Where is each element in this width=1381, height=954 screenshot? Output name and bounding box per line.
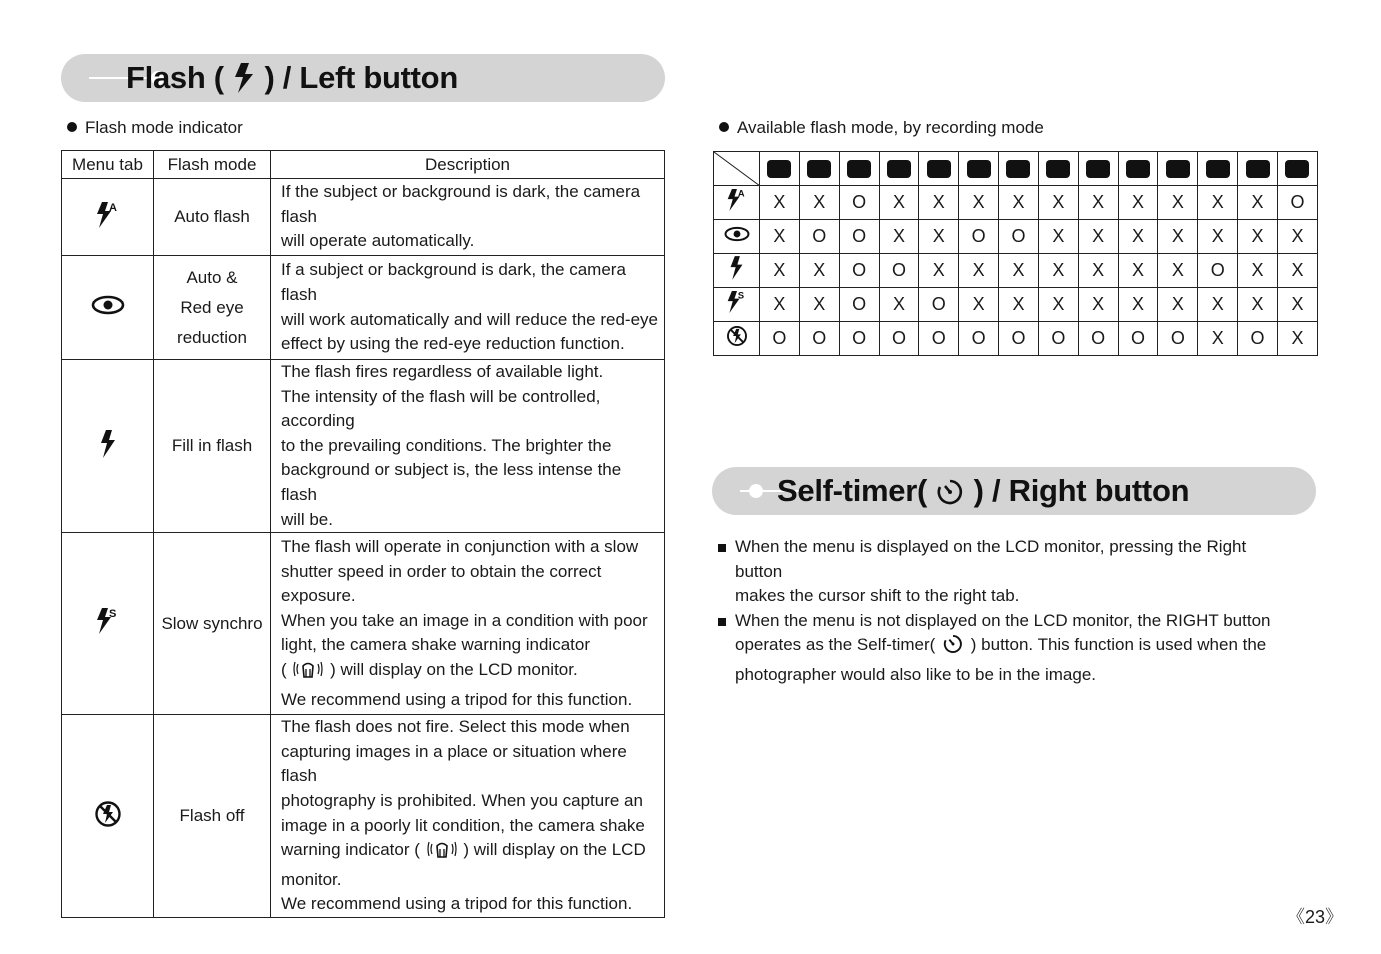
availability-cell: X bbox=[999, 288, 1039, 322]
mode-icons-row bbox=[714, 152, 1318, 186]
flash-bolt-icon bbox=[232, 60, 256, 95]
availability-cell: X bbox=[799, 288, 839, 322]
mode-description: If a subject or background is dark, the camera flash will work automatically and will reduce the red-eye effect by using the red-eye reduction function. bbox=[271, 256, 665, 360]
availability-cell: X bbox=[1038, 186, 1078, 220]
availability-row bbox=[714, 288, 1318, 322]
program-mode-icon bbox=[839, 152, 879, 186]
availability-cell: X bbox=[1118, 288, 1158, 322]
availability-row bbox=[714, 254, 1318, 288]
availability-cell: X bbox=[1118, 220, 1158, 254]
availability-cell: X bbox=[1078, 220, 1118, 254]
availability-cell: O bbox=[1038, 322, 1078, 356]
dawn-mode-icon bbox=[1198, 152, 1238, 186]
banner-dot-decoration bbox=[749, 484, 763, 498]
availability-cell: O bbox=[839, 186, 879, 220]
availability-cell: X bbox=[1078, 288, 1118, 322]
svg-text:A: A bbox=[737, 188, 745, 199]
availability-cell: X bbox=[1198, 186, 1238, 220]
availability-cell: O bbox=[999, 220, 1039, 254]
availability-cell: X bbox=[1238, 288, 1278, 322]
availability-cell: O bbox=[1078, 322, 1118, 356]
availability-cell: X bbox=[919, 220, 959, 254]
bullet-dot bbox=[719, 122, 729, 132]
availability-cell: O bbox=[919, 288, 959, 322]
bullet-square bbox=[718, 618, 726, 626]
availability-cell: X bbox=[1038, 254, 1078, 288]
camera-shake-icon bbox=[427, 838, 457, 868]
availability-cell: X bbox=[1158, 288, 1198, 322]
availability-cell: X bbox=[1277, 288, 1317, 322]
list-item: When the menu is not displayed on the LCD monitor, the RIGHT button operates as the Self-timer( ) button. This function is used when the photographer would also like to be in the image. bbox=[718, 609, 1298, 688]
manual-mode-icon bbox=[879, 152, 919, 186]
availability-cell: X bbox=[1118, 254, 1158, 288]
availability-cell: O bbox=[799, 220, 839, 254]
header-menu-tab: Menu tab bbox=[62, 151, 154, 179]
availability-cell: X bbox=[1277, 322, 1317, 356]
children-mode-icon bbox=[999, 152, 1039, 186]
availability-cell: O bbox=[1118, 322, 1158, 356]
table-row bbox=[62, 179, 665, 256]
mode-label: Auto flash bbox=[154, 179, 271, 256]
fireworks-mode-icon bbox=[1277, 152, 1317, 186]
flash-title-prefix: Flash ( bbox=[126, 60, 224, 95]
availability-cell: X bbox=[1238, 254, 1278, 288]
slow-synchro-icon bbox=[62, 533, 154, 715]
availability-heading-text: Available flash mode, by recording mode bbox=[737, 118, 1044, 137]
availability-cell: X bbox=[959, 186, 999, 220]
availability-cell: X bbox=[1158, 254, 1198, 288]
availability-cell: X bbox=[959, 254, 999, 288]
flash-off-icon bbox=[714, 322, 760, 356]
availability-cell: X bbox=[1198, 220, 1238, 254]
header-description: Description bbox=[271, 151, 665, 179]
header-flash-mode: Flash mode bbox=[154, 151, 271, 179]
red-eye-icon bbox=[714, 220, 760, 254]
mode-label: Flash off bbox=[154, 715, 271, 918]
availability-cell: X bbox=[1078, 186, 1118, 220]
availability-cell: X bbox=[1277, 254, 1317, 288]
availability-cell: O bbox=[1198, 254, 1238, 288]
flash-section-title bbox=[126, 60, 458, 96]
table-row bbox=[62, 256, 665, 360]
svg-text:S: S bbox=[737, 290, 744, 301]
mode-description: The flash does not fire. Select this mode when capturing images in a place or situation where flash photography is prohibited. When you capture an image in a poorly lit condition, the camera shake warning indicator ( ) will display on the LCD monitor. We recommend using a tripod for this function. bbox=[271, 715, 665, 918]
portrait-mode-icon bbox=[959, 152, 999, 186]
movie-mode-icon bbox=[760, 152, 800, 186]
self-timer-section-banner bbox=[712, 467, 1316, 515]
flash-indicator-heading bbox=[67, 118, 243, 138]
mode-description: The flash will operate in conjunction with a slow shutter speed in order to obtain the correct exposure. When you take an image in a condition with poor light, the camera shake warning indicator ( ) will display on the LCD monitor. We recommend using a tripod for this function. bbox=[271, 533, 665, 715]
availability-cell: O bbox=[839, 288, 879, 322]
availability-cell: X bbox=[1277, 220, 1317, 254]
mode-description: The flash fires regardless of available light. The intensity of the flash will be controlled, according to the prevailing conditions. The brighter the background or subject is, the less intense the flash will be. bbox=[271, 360, 665, 533]
availability-cell: X bbox=[879, 288, 919, 322]
availability-cell: O bbox=[879, 322, 919, 356]
table-row bbox=[62, 715, 665, 918]
availability-cell: X bbox=[1038, 288, 1078, 322]
availability-cell: X bbox=[1038, 220, 1078, 254]
availability-cell: O bbox=[760, 322, 800, 356]
availability-cell: X bbox=[919, 254, 959, 288]
availability-cell: X bbox=[919, 186, 959, 220]
flash-indicator-heading-text: Flash mode indicator bbox=[85, 118, 243, 137]
sunset-mode-icon bbox=[1158, 152, 1198, 186]
availability-cell: X bbox=[799, 186, 839, 220]
table-row bbox=[62, 360, 665, 533]
availability-cell: X bbox=[1158, 186, 1198, 220]
svg-text:S: S bbox=[108, 608, 116, 621]
mode-label: Slow synchro bbox=[154, 533, 271, 715]
slow-synchro-icon bbox=[714, 288, 760, 322]
availability-cell: O bbox=[959, 322, 999, 356]
availability-cell: O bbox=[1238, 322, 1278, 356]
availability-cell: X bbox=[1158, 220, 1198, 254]
availability-cell: X bbox=[1078, 254, 1118, 288]
availability-cell: X bbox=[1198, 288, 1238, 322]
auto-flash-icon bbox=[62, 179, 154, 256]
self-timer-icon bbox=[935, 473, 965, 508]
night-mode-icon bbox=[919, 152, 959, 186]
self-timer-icon bbox=[942, 633, 964, 663]
availability-cell: X bbox=[879, 220, 919, 254]
availability-cell: O bbox=[1277, 186, 1317, 220]
availability-cell: O bbox=[1158, 322, 1198, 356]
bullet-square bbox=[718, 544, 726, 552]
availability-cell: O bbox=[919, 322, 959, 356]
availability-row bbox=[714, 220, 1318, 254]
page-number: 《23》 bbox=[1287, 907, 1344, 927]
landscape-mode-icon bbox=[1038, 152, 1078, 186]
availability-cell: X bbox=[1238, 186, 1278, 220]
mode-label: Fill in flash bbox=[154, 360, 271, 533]
flash-mode-table bbox=[61, 150, 665, 918]
availability-cell: X bbox=[1238, 220, 1278, 254]
availability-cell: O bbox=[839, 322, 879, 356]
availability-cell: X bbox=[760, 186, 800, 220]
availability-cell: O bbox=[959, 220, 999, 254]
red-eye-icon bbox=[62, 256, 154, 360]
availability-cell: O bbox=[799, 322, 839, 356]
table-row bbox=[62, 533, 665, 715]
availability-cell: O bbox=[879, 254, 919, 288]
close-up-mode-icon bbox=[1078, 152, 1118, 186]
availability-cell: O bbox=[839, 220, 879, 254]
fill-flash-icon bbox=[62, 360, 154, 533]
availability-cell: X bbox=[1198, 322, 1238, 356]
availability-cell: X bbox=[879, 186, 919, 220]
backlight-mode-icon bbox=[1238, 152, 1278, 186]
auto-mode-icon bbox=[799, 152, 839, 186]
availability-cell: X bbox=[760, 288, 800, 322]
availability-cell: X bbox=[799, 254, 839, 288]
availability-cell: O bbox=[839, 254, 879, 288]
availability-cell: X bbox=[959, 288, 999, 322]
fill-flash-icon bbox=[714, 254, 760, 288]
flash-section-banner bbox=[61, 54, 665, 102]
mode-description: If the subject or background is dark, the camera flash will operate automatically. bbox=[271, 179, 665, 256]
availability-cell: X bbox=[1118, 186, 1158, 220]
availability-row bbox=[714, 322, 1318, 356]
flash-off-icon bbox=[62, 715, 154, 918]
mode-label: Auto & Red eye reduction bbox=[154, 256, 271, 360]
table-corner-cell bbox=[714, 152, 760, 186]
flash-availability-table bbox=[713, 151, 1318, 356]
availability-cell: O bbox=[999, 322, 1039, 356]
auto-flash-icon bbox=[714, 186, 760, 220]
flash-title-suffix: ) / Left button bbox=[264, 60, 458, 95]
availability-row bbox=[714, 186, 1318, 220]
timer-title-prefix: Self-timer( bbox=[777, 473, 928, 508]
camera-shake-icon bbox=[293, 658, 323, 688]
self-timer-list bbox=[718, 535, 1298, 688]
table-header-row bbox=[62, 151, 665, 179]
text-mode-icon bbox=[1118, 152, 1158, 186]
self-timer-section-title bbox=[777, 473, 1189, 509]
availability-cell: X bbox=[999, 186, 1039, 220]
svg-text:A: A bbox=[108, 201, 117, 214]
timer-title-suffix: ) / Right button bbox=[973, 473, 1190, 508]
list-item: When the menu is displayed on the LCD monitor, pressing the Right button makes the cursor shift to the right tab. bbox=[718, 535, 1298, 609]
availability-heading bbox=[719, 118, 1044, 138]
availability-cell: X bbox=[760, 254, 800, 288]
bullet-dot bbox=[67, 122, 77, 132]
availability-cell: X bbox=[760, 220, 800, 254]
availability-cell: X bbox=[999, 254, 1039, 288]
